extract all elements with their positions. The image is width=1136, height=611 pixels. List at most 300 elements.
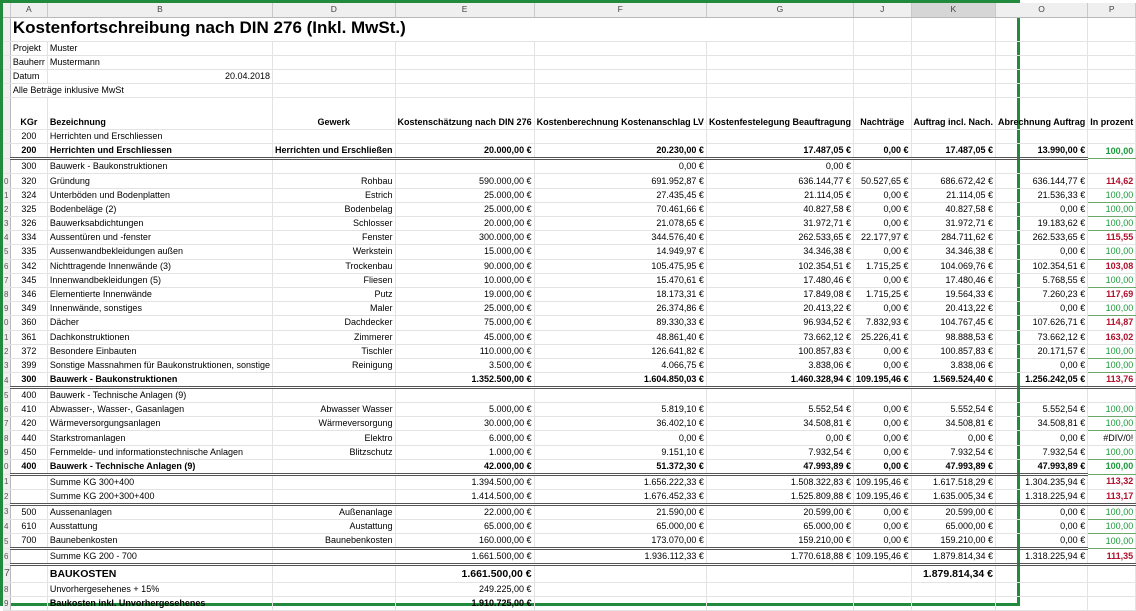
nachtraege-cell[interactable]: 1.715,25 €	[853, 287, 911, 301]
cell[interactable]	[273, 84, 396, 98]
column-header-p[interactable]: P	[1088, 3, 1136, 17]
gewerk-cell[interactable]: Austattung	[273, 519, 396, 533]
kgr-cell[interactable]: 325	[10, 202, 47, 216]
kgr-cell[interactable]: 500	[10, 504, 47, 519]
cell[interactable]	[706, 69, 853, 83]
nachtraege-cell[interactable]	[853, 159, 911, 174]
prozent-cell[interactable]: 111,35	[1088, 549, 1136, 565]
abrechnung-cell[interactable]: 20.171,57 €	[996, 344, 1088, 358]
cell[interactable]	[853, 565, 911, 583]
kostenschaetzung-cell[interactable]: 42.000,00 €	[395, 459, 534, 474]
row-header[interactable]: 3	[3, 217, 10, 231]
prozent-cell[interactable]: 100,00	[1088, 302, 1136, 316]
gewerk-cell[interactable]	[273, 388, 396, 403]
abrechnung-cell[interactable]: 1.304.235,94 €	[996, 474, 1088, 489]
prozent-cell[interactable]: 100,00	[1088, 273, 1136, 287]
kostenschaetzung-cell[interactable]	[395, 159, 534, 174]
kostenberechnung-cell[interactable]: 48.861,40 €	[534, 330, 706, 344]
nachtraege-cell[interactable]: 0,00 €	[853, 344, 911, 358]
row-header[interactable]	[3, 17, 10, 41]
row-header[interactable]: 7	[3, 273, 10, 287]
bezeichnung-cell[interactable]: Herrichten und Erschliessen	[47, 144, 272, 159]
kostenberechnung-cell[interactable]	[534, 388, 706, 403]
abrechnung-cell[interactable]: 73.662,12 €	[996, 330, 1088, 344]
row-header[interactable]: 0	[3, 316, 10, 330]
nachtraege-cell[interactable]: 0,00 €	[853, 217, 911, 231]
kostenschaetzung-cell[interactable]: 6.000,00 €	[395, 431, 534, 445]
cell[interactable]	[911, 17, 996, 41]
gewerk-cell[interactable]: Dachdecker	[273, 316, 396, 330]
header-prozent[interactable]: In prozent	[1088, 98, 1136, 130]
abrechnung-cell[interactable]: 0,00 €	[996, 431, 1088, 445]
kostenberechnung-cell[interactable]: 1.604.850,03 €	[534, 373, 706, 388]
gewerk-cell[interactable]: Wärmeversorgung	[273, 417, 396, 431]
gewerk-cell[interactable]: Maler	[273, 302, 396, 316]
prozent-cell[interactable]: 114,87	[1088, 316, 1136, 330]
kgr-cell[interactable]: 610	[10, 519, 47, 533]
kgr-cell[interactable]: 335	[10, 245, 47, 259]
row-header[interactable]: 3	[3, 504, 10, 519]
kostenfestlegung-cell[interactable]: 1.770.618,88 €	[706, 549, 853, 565]
nachtraege-cell[interactable]: 0,00 €	[853, 202, 911, 216]
bezeichnung-cell[interactable]: Summe KG 200 - 700	[47, 549, 272, 565]
row-header[interactable]: 2	[3, 202, 10, 216]
abrechnung-cell[interactable]: 0,00 €	[996, 358, 1088, 372]
cell[interactable]	[10, 565, 47, 583]
row-header[interactable]: 1	[3, 188, 10, 202]
gewerk-cell[interactable]	[273, 549, 396, 565]
header-gewerk[interactable]: Gewerk	[273, 98, 396, 130]
cell[interactable]	[534, 41, 706, 55]
auftrag-incl-cell[interactable]: 34.346,38 €	[911, 245, 996, 259]
kostenfestlegung-cell[interactable]: 65.000,00 €	[706, 519, 853, 533]
kostenberechnung-cell[interactable]: 21.590,00 €	[534, 504, 706, 519]
bezeichnung-cell[interactable]: Herrichten und Erschliessen	[47, 130, 272, 144]
auftrag-incl-cell[interactable]: 104.069,76 €	[911, 259, 996, 273]
kostenschaetzung-cell[interactable]: 300.000,00 €	[395, 231, 534, 245]
kostenberechnung-cell[interactable]: 0,00 €	[534, 431, 706, 445]
cell[interactable]	[996, 565, 1088, 583]
auftrag-incl-cell[interactable]: 686.672,42 €	[911, 174, 996, 188]
prozent-cell[interactable]: 100,00	[1088, 217, 1136, 231]
auftrag-incl-cell[interactable]: 31.972,71 €	[911, 217, 996, 231]
kostenfestlegung-cell[interactable]: 20.413,22 €	[706, 302, 853, 316]
bezeichnung-cell[interactable]: Innenwandbekleidungen (5)	[47, 273, 272, 287]
kgr-cell[interactable]: 400	[10, 459, 47, 474]
gewerk-cell[interactable]: Rohbau	[273, 174, 396, 188]
datum-value[interactable]: 20.04.2018	[47, 69, 272, 83]
kgr-cell[interactable]: 300	[10, 373, 47, 388]
nachtraege-cell[interactable]: 0,00 €	[853, 188, 911, 202]
gewerk-cell[interactable]: Tischler	[273, 344, 396, 358]
bezeichnung-cell[interactable]: Gründung	[47, 174, 272, 188]
nachtraege-cell[interactable]: 1.715,25 €	[853, 259, 911, 273]
kgr-cell[interactable]: 410	[10, 403, 47, 417]
bezeichnung-cell[interactable]: Wärmeversorgungsanlagen	[47, 417, 272, 431]
cell[interactable]	[911, 69, 996, 83]
abrechnung-cell[interactable]: 5.552,54 €	[996, 403, 1088, 417]
prozent-cell[interactable]: 114,62	[1088, 174, 1136, 188]
auftrag-incl-cell[interactable]: 40.827,58 €	[911, 202, 996, 216]
row-header[interactable]: 8	[3, 287, 10, 301]
kostenschaetzung-cell[interactable]: 25.000,00 €	[395, 202, 534, 216]
cell[interactable]	[1088, 69, 1136, 83]
gewerk-cell[interactable]: Werkstein	[273, 245, 396, 259]
baukosten-kostenschaetzung[interactable]: 1.661.500,00 €	[395, 565, 534, 583]
nachtraege-cell[interactable]: 109.195,46 €	[853, 489, 911, 504]
prozent-cell[interactable]: 115,55	[1088, 231, 1136, 245]
gewerk-cell[interactable]: Schlosser	[273, 217, 396, 231]
cell[interactable]	[853, 583, 911, 597]
kostenberechnung-cell[interactable]: 691.952,87 €	[534, 174, 706, 188]
prozent-cell[interactable]: 117,69	[1088, 287, 1136, 301]
cell[interactable]	[706, 597, 853, 611]
auftrag-incl-cell[interactable]: 104.767,45 €	[911, 316, 996, 330]
kostenschaetzung-cell[interactable]: 160.000,00 €	[395, 534, 534, 549]
row-header[interactable]: 2	[3, 344, 10, 358]
kostenfestlegung-cell[interactable]: 31.972,71 €	[706, 217, 853, 231]
kostenschaetzung-cell[interactable]: 22.000,00 €	[395, 504, 534, 519]
nachtraege-cell[interactable]: 0,00 €	[853, 504, 911, 519]
cell[interactable]	[1088, 17, 1136, 41]
bezeichnung-cell[interactable]: Baunebenkosten	[47, 534, 272, 549]
cell[interactable]	[534, 55, 706, 69]
auftrag-incl-cell[interactable]: 98.888,53 €	[911, 330, 996, 344]
cell[interactable]	[996, 597, 1088, 611]
auftrag-incl-cell[interactable]: 1.617.518,29 €	[911, 474, 996, 489]
column-header-j[interactable]: J	[853, 3, 911, 17]
kostenschaetzung-cell[interactable]	[395, 388, 534, 403]
header-kostenschaetzung[interactable]: Kostenschätzung nach DIN 276	[395, 98, 534, 130]
kgr-cell[interactable]: 200	[10, 130, 47, 144]
kostenfestlegung-cell[interactable]: 3.838,06 €	[706, 358, 853, 372]
auftrag-incl-cell[interactable]: 21.114,05 €	[911, 188, 996, 202]
cell[interactable]	[1088, 41, 1136, 55]
kgr-cell[interactable]	[10, 474, 47, 489]
bezeichnung-cell[interactable]: Fernmelde- und informationstechnische Anlagen	[47, 445, 272, 459]
kostenberechnung-cell[interactable]: 0,00 €	[534, 159, 706, 174]
cell[interactable]	[1088, 565, 1136, 583]
gewerk-cell[interactable]: Außenanlage	[273, 504, 396, 519]
nachtraege-cell[interactable]: 0,00 €	[853, 431, 911, 445]
kostenschaetzung-cell[interactable]: 1.000,00 €	[395, 445, 534, 459]
kostenschaetzung-cell[interactable]: 1.394.500,00 €	[395, 474, 534, 489]
kgr-cell[interactable]: 326	[10, 217, 47, 231]
auftrag-incl-cell[interactable]: 3.838,06 €	[911, 358, 996, 372]
cell[interactable]	[534, 583, 706, 597]
prozent-cell[interactable]: 100,00	[1088, 534, 1136, 549]
bezeichnung-cell[interactable]: Bodenbeläge (2)	[47, 202, 272, 216]
gewerk-cell[interactable]: Zimmerer	[273, 330, 396, 344]
bezeichnung-cell[interactable]: Aussentüren und -fenster	[47, 231, 272, 245]
cell[interactable]	[706, 41, 853, 55]
kostenberechnung-cell[interactable]: 5.819,10 €	[534, 403, 706, 417]
gewerk-cell[interactable]: Putz	[273, 287, 396, 301]
prozent-cell[interactable]: 163,02	[1088, 330, 1136, 344]
prozent-cell[interactable]: 100,00	[1088, 504, 1136, 519]
kostenberechnung-cell[interactable]: 65.000,00 €	[534, 519, 706, 533]
baukosten-auftrag-incl[interactable]: 1.879.814,34 €	[911, 565, 996, 583]
row-header[interactable]: 1	[3, 474, 10, 489]
gewerk-cell[interactable]	[273, 373, 396, 388]
auftrag-incl-cell[interactable]: 284.711,62 €	[911, 231, 996, 245]
auftrag-incl-cell[interactable]: 17.487,05 €	[911, 144, 996, 159]
auftrag-incl-cell[interactable]: 0,00 €	[911, 431, 996, 445]
cell[interactable]	[996, 69, 1088, 83]
row-header[interactable]: 4	[3, 519, 10, 533]
kostenberechnung-cell[interactable]: 36.402,10 €	[534, 417, 706, 431]
prozent-cell[interactable]: 100,00	[1088, 445, 1136, 459]
kgr-cell[interactable]: 360	[10, 316, 47, 330]
header-abrechnung[interactable]: Abrechnung Auftrag	[996, 98, 1088, 130]
kostenberechnung-cell[interactable]: 27.435,45 €	[534, 188, 706, 202]
header-auftrag-incl[interactable]: Auftrag incl. Nach.	[911, 98, 996, 130]
cell[interactable]	[853, 84, 911, 98]
row-header[interactable]: 9	[3, 445, 10, 459]
auftrag-incl-cell[interactable]: 20.599,00 €	[911, 504, 996, 519]
kostenschaetzung-cell[interactable]: 45.000,00 €	[395, 330, 534, 344]
cell[interactable]	[10, 597, 47, 611]
auftrag-incl-cell[interactable]: 47.993,89 €	[911, 459, 996, 474]
nachtraege-cell[interactable]: 0,00 €	[853, 403, 911, 417]
cell[interactable]	[853, 597, 911, 611]
abrechnung-cell[interactable]: 1.318.225,94 €	[996, 489, 1088, 504]
kostenfestlegung-cell[interactable]: 1.525.809,88 €	[706, 489, 853, 504]
abrechnung-cell[interactable]: 636.144,77 €	[996, 174, 1088, 188]
cell[interactable]	[534, 84, 706, 98]
gewerk-cell[interactable]	[273, 159, 396, 174]
prozent-cell[interactable]: 100,00	[1088, 344, 1136, 358]
gewerk-cell[interactable]: Trockenbau	[273, 259, 396, 273]
abrechnung-cell[interactable]: 0,00 €	[996, 302, 1088, 316]
cell[interactable]	[395, 84, 534, 98]
cell[interactable]	[395, 55, 534, 69]
prozent-cell[interactable]: 103,08	[1088, 259, 1136, 273]
kostenberechnung-cell[interactable]: 126.641,82 €	[534, 344, 706, 358]
bezeichnung-cell[interactable]: Bauwerk - Baukonstruktionen	[47, 373, 272, 388]
nachtraege-cell[interactable]: 0,00 €	[853, 273, 911, 287]
auftrag-incl-cell[interactable]: 5.552,54 €	[911, 403, 996, 417]
cell[interactable]	[273, 69, 396, 83]
prozent-cell[interactable]: 100,00	[1088, 519, 1136, 533]
kostenfestlegung-cell[interactable]: 0,00 €	[706, 159, 853, 174]
gewerk-cell[interactable]: Elektro	[273, 431, 396, 445]
cell[interactable]	[996, 84, 1088, 98]
kostenberechnung-cell[interactable]	[534, 130, 706, 144]
nachtraege-cell[interactable]: 109.195,46 €	[853, 474, 911, 489]
kostenberechnung-cell[interactable]: 15.470,61 €	[534, 273, 706, 287]
gewerk-cell[interactable]: Blitzschutz	[273, 445, 396, 459]
kgr-cell[interactable]: 200	[10, 144, 47, 159]
cell[interactable]	[706, 84, 853, 98]
auftrag-incl-cell[interactable]	[911, 388, 996, 403]
cell[interactable]	[534, 597, 706, 611]
bezeichnung-cell[interactable]: Sonstige Massnahmen für Baukonstruktionen, sonstige	[47, 358, 272, 372]
prozent-cell[interactable]	[1088, 130, 1136, 144]
gewerk-cell[interactable]: Bodenbelag	[273, 202, 396, 216]
row-header[interactable]	[3, 41, 10, 55]
kostenberechnung-cell[interactable]: 4.066,75 €	[534, 358, 706, 372]
datum-label[interactable]: Datum	[10, 69, 47, 83]
gewerk-cell[interactable]	[273, 489, 396, 504]
column-header-b[interactable]: B	[47, 3, 272, 17]
header-kgr[interactable]: KGr	[10, 98, 47, 130]
auftrag-incl-cell[interactable]: 1.635.005,34 €	[911, 489, 996, 504]
gewerk-cell[interactable]: Abwasser Wasser	[273, 403, 396, 417]
nachtraege-cell[interactable]: 7.832,93 €	[853, 316, 911, 330]
projekt-label[interactable]: Projekt	[10, 41, 47, 55]
abrechnung-cell[interactable]: 34.508,81 €	[996, 417, 1088, 431]
kgr-cell[interactable]: 320	[10, 174, 47, 188]
prozent-cell[interactable]	[1088, 388, 1136, 403]
baukosten-label[interactable]: BAUKOSTEN	[47, 565, 272, 583]
kostenfestlegung-cell[interactable]: 40.827,58 €	[706, 202, 853, 216]
bezeichnung-cell[interactable]: Unterböden und Bodenplatten	[47, 188, 272, 202]
kostenschaetzung-cell[interactable]	[395, 130, 534, 144]
kostenfestlegung-cell[interactable]: 102.354,51 €	[706, 259, 853, 273]
row-header[interactable]: 9	[3, 597, 10, 611]
kostenschaetzung-cell[interactable]: 5.000,00 €	[395, 403, 534, 417]
kgr-cell[interactable]: 420	[10, 417, 47, 431]
nachtraege-cell[interactable]	[853, 130, 911, 144]
kostenfestlegung-cell[interactable]: 17.849,08 €	[706, 287, 853, 301]
abrechnung-cell[interactable]	[996, 388, 1088, 403]
nachtraege-cell[interactable]: 0,00 €	[853, 445, 911, 459]
auftrag-incl-cell[interactable]: 20.413,22 €	[911, 302, 996, 316]
nachtraege-cell[interactable]: 22.177,97 €	[853, 231, 911, 245]
kostenberechnung-cell[interactable]: 1.676.452,33 €	[534, 489, 706, 504]
cell[interactable]	[996, 583, 1088, 597]
kostenfestlegung-cell[interactable]: 7.932,54 €	[706, 445, 853, 459]
bezeichnung-cell[interactable]: Bauwerk - Baukonstruktionen	[47, 159, 272, 174]
kostenberechnung-cell[interactable]: 89.330,33 €	[534, 316, 706, 330]
row-header[interactable]	[3, 130, 10, 144]
cell[interactable]	[395, 41, 534, 55]
nachtraege-cell[interactable]: 0,00 €	[853, 144, 911, 159]
cell[interactable]	[853, 41, 911, 55]
kostenberechnung-cell[interactable]: 14.949,97 €	[534, 245, 706, 259]
kostenfestlegung-cell[interactable]: 100.857,83 €	[706, 344, 853, 358]
row-header[interactable]: 3	[3, 358, 10, 372]
kostenschaetzung-cell[interactable]: 110.000,00 €	[395, 344, 534, 358]
row-header[interactable]: 5	[3, 388, 10, 403]
row-header[interactable]	[3, 84, 10, 98]
kostenschaetzung-cell[interactable]: 25.000,00 €	[395, 188, 534, 202]
bezeichnung-cell[interactable]: Bauwerk - Technische Anlagen (9)	[47, 388, 272, 403]
kostenschaetzung-cell[interactable]: 15.000,00 €	[395, 245, 534, 259]
column-header-f[interactable]: F	[534, 3, 706, 17]
abrechnung-cell[interactable]: 0,00 €	[996, 245, 1088, 259]
kostenberechnung-cell[interactable]: 21.078,65 €	[534, 217, 706, 231]
kostenschaetzung-cell[interactable]: 590.000,00 €	[395, 174, 534, 188]
kgr-cell[interactable]: 399	[10, 358, 47, 372]
prozent-cell[interactable]: 100,00	[1088, 358, 1136, 372]
gewerk-cell[interactable]: Reinigung	[273, 358, 396, 372]
cell[interactable]	[395, 69, 534, 83]
kostenfestlegung-cell[interactable]: 262.533,65 €	[706, 231, 853, 245]
kostenberechnung-cell[interactable]: 344.576,40 €	[534, 231, 706, 245]
row-header[interactable]: 0	[3, 459, 10, 474]
abrechnung-cell[interactable]: 19.183,62 €	[996, 217, 1088, 231]
gewerk-cell[interactable]: Herrichten und Erschließen	[273, 144, 396, 159]
header-kostenberechnung[interactable]: Kostenberechnung Kostenanschlag LV	[534, 98, 706, 130]
column-header-g[interactable]: G	[706, 3, 853, 17]
kostenberechnung-cell[interactable]: 105.475,95 €	[534, 259, 706, 273]
bezeichnung-cell[interactable]: Starkstromanlagen	[47, 431, 272, 445]
row-header[interactable]: 8	[3, 583, 10, 597]
kostenschaetzung-cell[interactable]: 25.000,00 €	[395, 302, 534, 316]
cell[interactable]	[706, 583, 853, 597]
cell[interactable]	[853, 17, 911, 41]
nachtraege-cell[interactable]	[853, 388, 911, 403]
row-header[interactable]: 5	[3, 534, 10, 549]
kostenfestlegung-cell[interactable]: 34.346,38 €	[706, 245, 853, 259]
kostenfestlegung-cell[interactable]: 636.144,77 €	[706, 174, 853, 188]
bezeichnung-cell[interactable]: Summe KG 200+300+400	[47, 489, 272, 504]
bezeichnung-cell[interactable]: Innenwände, sonstiges	[47, 302, 272, 316]
prozent-cell[interactable]: #DIV/0!	[1088, 431, 1136, 445]
kgr-cell[interactable]: 342	[10, 259, 47, 273]
auftrag-incl-cell[interactable]: 100.857,83 €	[911, 344, 996, 358]
kostenfestlegung-cell[interactable]: 34.508,81 €	[706, 417, 853, 431]
bezeichnung-cell[interactable]: Bauwerk - Technische Anlagen (9)	[47, 459, 272, 474]
kostenschaetzung-cell[interactable]: 1.661.500,00 €	[395, 549, 534, 565]
abrechnung-cell[interactable]: 7.932,54 €	[996, 445, 1088, 459]
abrechnung-cell[interactable]	[996, 130, 1088, 144]
prozent-cell[interactable]: 113,76	[1088, 373, 1136, 388]
column-header-d[interactable]: D	[273, 3, 396, 17]
sheet-title[interactable]: Kostenfortschreibung nach DIN 276 (Inkl. MwSt.)	[10, 17, 853, 41]
kostenfestlegung-cell[interactable]: 1.508.322,83 €	[706, 474, 853, 489]
kgr-cell[interactable]: 400	[10, 388, 47, 403]
nachtraege-cell[interactable]: 109.195,46 €	[853, 373, 911, 388]
prozent-cell[interactable]: 113,32	[1088, 474, 1136, 489]
prozent-cell[interactable]: 100,00	[1088, 417, 1136, 431]
bezeichnung-cell[interactable]: Ausstattung	[47, 519, 272, 533]
kostenschaetzung-cell[interactable]: 19.000,00 €	[395, 287, 534, 301]
kostenschaetzung-cell[interactable]: 10.000,00 €	[395, 273, 534, 287]
row-header[interactable]: 4	[3, 373, 10, 388]
cell[interactable]	[273, 583, 396, 597]
kgr-cell[interactable]: 450	[10, 445, 47, 459]
auftrag-incl-cell[interactable]: 65.000,00 €	[911, 519, 996, 533]
row-header[interactable]: 7	[3, 417, 10, 431]
cell[interactable]	[706, 565, 853, 583]
nachtraege-cell[interactable]: 0,00 €	[853, 534, 911, 549]
kgr-cell[interactable]: 300	[10, 159, 47, 174]
kgr-cell[interactable]: 440	[10, 431, 47, 445]
auftrag-incl-cell[interactable]	[911, 130, 996, 144]
kostenschaetzung-cell[interactable]: 30.000,00 €	[395, 417, 534, 431]
auftrag-incl-cell[interactable]	[911, 159, 996, 174]
row-header[interactable]: 6	[3, 259, 10, 273]
row-header[interactable]	[3, 144, 10, 159]
cell[interactable]	[911, 55, 996, 69]
kostenschaetzung-cell[interactable]: 65.000,00 €	[395, 519, 534, 533]
kostenfestlegung-cell[interactable]: 17.480,46 €	[706, 273, 853, 287]
bezeichnung-cell[interactable]: Elementierte Innenwände	[47, 287, 272, 301]
abrechnung-cell[interactable]: 47.993,89 €	[996, 459, 1088, 474]
nachtraege-cell[interactable]: 0,00 €	[853, 459, 911, 474]
gewerk-cell[interactable]	[273, 130, 396, 144]
kgr-cell[interactable]: 334	[10, 231, 47, 245]
unvorher-auftrag-incl[interactable]	[911, 583, 996, 597]
gewerk-cell[interactable]: Estrich	[273, 188, 396, 202]
kostenfestlegung-cell[interactable]	[706, 388, 853, 403]
row-header[interactable]	[3, 159, 10, 174]
kostenschaetzung-cell[interactable]: 20.000,00 €	[395, 144, 534, 159]
abrechnung-cell[interactable]: 1.256.242,05 €	[996, 373, 1088, 388]
